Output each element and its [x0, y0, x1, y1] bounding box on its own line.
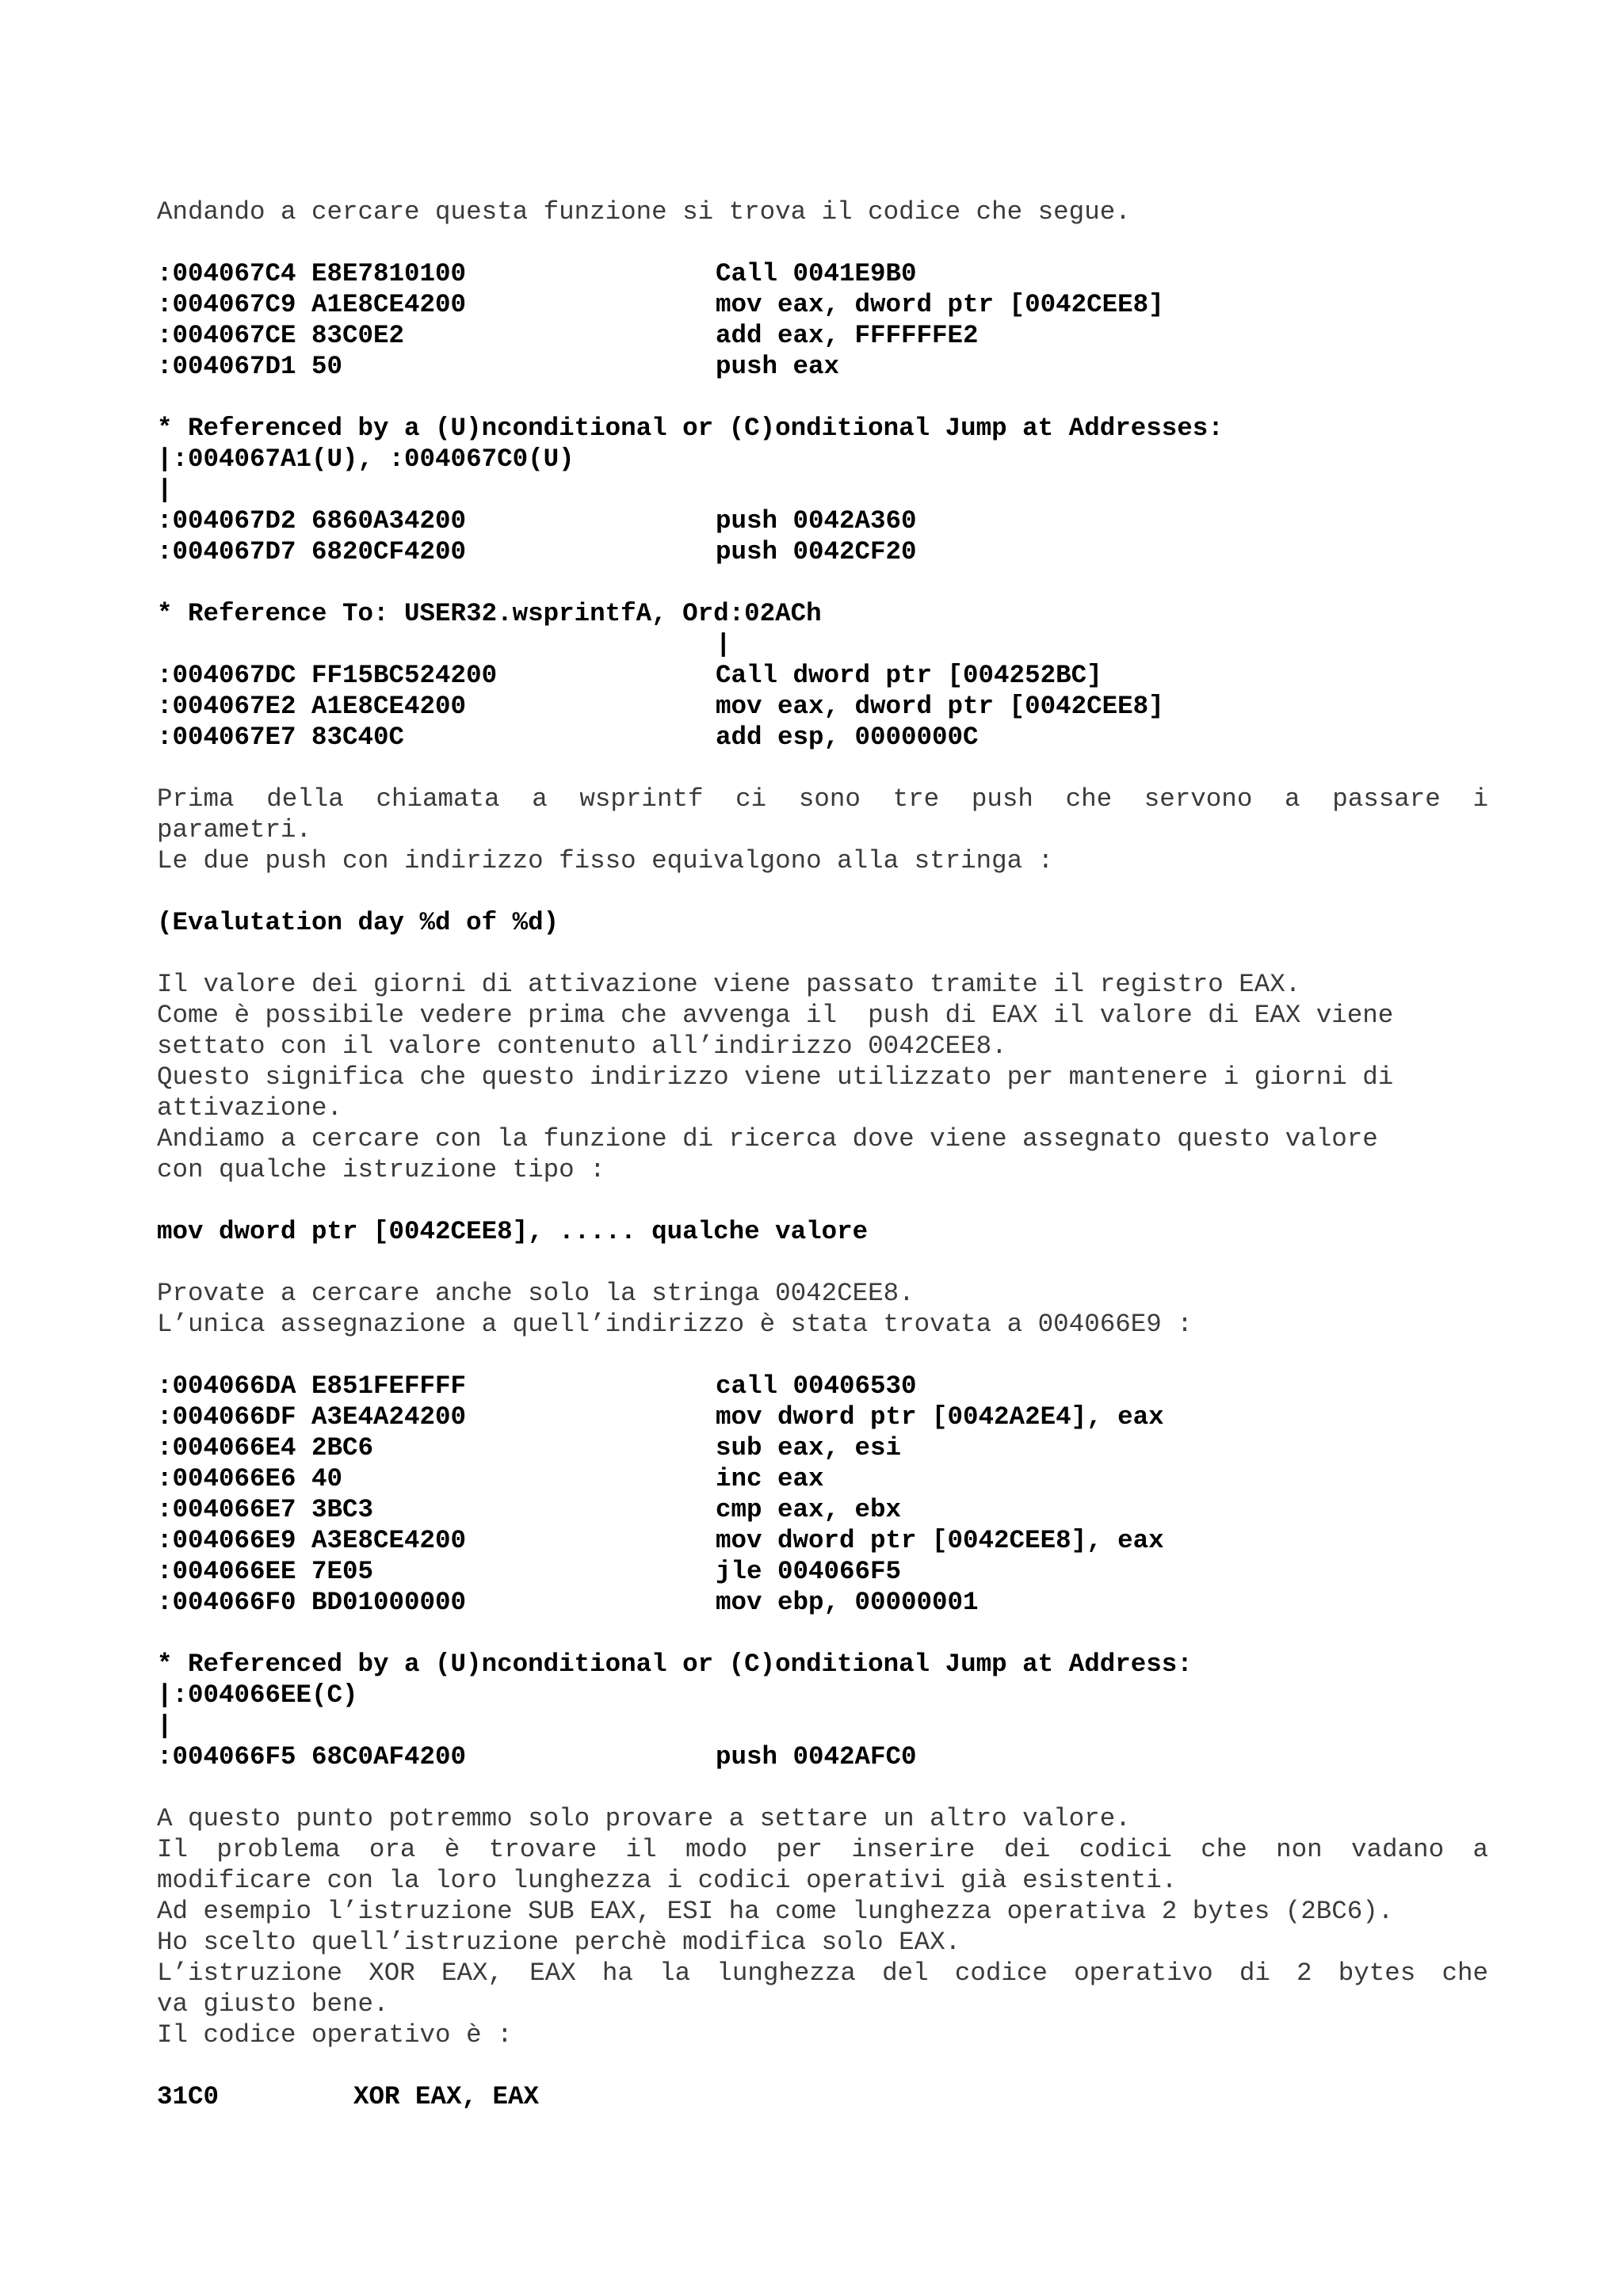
opcode-bytes: 31C0: [157, 2082, 220, 2111]
code-address: :004067CE 83C0E2: [157, 321, 405, 350]
reference-pipe-row: [157, 629, 1488, 660]
code-address: :004066E4 2BC6: [157, 1433, 374, 1463]
paragraph-line: con qualche istruzione tipo :: [157, 1155, 605, 1184]
spacer: [157, 567, 1488, 598]
code-address: :004067C9 A1E8CE4200: [157, 290, 467, 319]
code-line: [157, 660, 1488, 691]
code-line: [157, 505, 1488, 536]
code-line: [157, 1741, 1488, 1772]
code-address: :004067C4 E8E7810100: [157, 259, 467, 288]
code-instruction: Call dword ptr [004252BC]: [716, 661, 1102, 690]
code-address: :004067D7 6820CF4200: [157, 537, 467, 566]
code-line: [157, 1371, 1488, 1402]
code-line: [157, 536, 1488, 567]
code-address: :004066F5 68C0AF4200: [157, 1742, 467, 1772]
code-line: [157, 320, 1488, 351]
code-address: :004067D2 6860A34200: [157, 506, 467, 536]
code-line: [157, 351, 1488, 382]
code-instruction: call 00406530: [716, 1371, 917, 1401]
code-instruction: push 0042CF20: [716, 537, 917, 566]
code-instruction: inc eax: [716, 1464, 824, 1493]
paragraph-line: modificare con la loro lunghezza i codici operativi già esistenti.: [157, 1866, 1178, 1895]
code-line: [157, 1587, 1488, 1618]
code-instruction: mov eax, dword ptr [0042CEE8]: [716, 290, 1164, 319]
code-line: [157, 1494, 1488, 1525]
code-instruction: add eax, FFFFFFE2: [716, 321, 979, 350]
paragraph-line: va giusto bene.: [157, 1989, 389, 2019]
jump-reference-addresses: |:004067A1(U), :004067C0(U): [157, 444, 575, 474]
code-line: [157, 1556, 1488, 1587]
code-address: :004066E9 A3E8CE4200: [157, 1526, 467, 1555]
code-address: :004066F0 BD01000000: [157, 1588, 467, 1617]
code-line: [157, 258, 1488, 289]
paragraph-line: attivazione.: [157, 1093, 343, 1123]
spacer: [157, 1618, 1488, 1649]
code-line: [157, 289, 1488, 320]
code-instruction: add esp, 0000000C: [716, 723, 979, 752]
paragraph-line: Prima della chiamata a wsprintf ci sono tre push che servono a passare i: [157, 784, 1488, 814]
code-address: :004066DA E851FEFFFF: [157, 1371, 467, 1401]
code-address: :004066DF A3E4A24200: [157, 1402, 467, 1432]
opcode-mnemonic: XOR EAX, EAX: [353, 2082, 540, 2111]
paragraph-line: Il valore dei giorni di attivazione viene passato tramite il registro EAX.: [157, 970, 1301, 999]
jump-reference-title: * Referenced by a (U)nconditional or (C)onditional Jump at Addresses:: [157, 414, 1224, 443]
code-instruction: mov ebp, 00000001: [716, 1588, 979, 1617]
paragraph-line: Il problema ora è trovare il modo per inserire dei codici che non vadano a: [157, 1835, 1488, 1864]
code-address: :004066E6 40: [157, 1464, 343, 1493]
code-address: :004067E2 A1E8CE4200: [157, 692, 467, 721]
code-line: [157, 1432, 1488, 1463]
search-pattern: mov dword ptr [0042CEE8], ..... qualche valore: [157, 1217, 869, 1246]
spacer: [157, 382, 1488, 413]
code-instruction: sub eax, esi: [716, 1433, 902, 1463]
reference-pipe: |: [157, 475, 173, 505]
spacer: [157, 1185, 1488, 1216]
code-address: :004067E7 83C40C: [157, 723, 405, 752]
code-line: [157, 722, 1488, 753]
page-content: [157, 196, 1488, 2112]
api-reference-title: * Reference To: USER32.wsprintfA, Ord:02ACh: [157, 599, 822, 628]
reference-pipe: |: [157, 1711, 173, 1741]
paragraph-line: settato con il valore contenuto all’indirizzo 0042CEE8.: [157, 1032, 1007, 1061]
code-instruction: push 0042A360: [716, 506, 917, 536]
code-line: [157, 1463, 1488, 1494]
code-instruction: cmp eax, ebx: [716, 1495, 902, 1524]
paragraph-line: L’istruzione XOR EAX, EAX ha la lunghezza del codice operativo di 2 bytes che: [157, 1958, 1488, 1988]
code-line: [157, 1402, 1488, 1432]
paragraph-line: Ad esempio l’istruzione SUB EAX, ESI ha come lunghezza operativa 2 bytes (2BC6).: [157, 1897, 1394, 1926]
paragraph-line: Come è possibile vedere prima che avvenga il push di EAX il valore di EAX viene: [157, 1001, 1394, 1030]
paragraph-line: Provate a cercare anche solo la stringa 0042CEE8.: [157, 1279, 915, 1308]
spacer: [157, 2050, 1488, 2081]
paragraph-line: Ho scelto quell’istruzione perchè modifica solo EAX.: [157, 1928, 961, 1957]
code-instruction: jle 004066F5: [716, 1557, 902, 1586]
intro-text: Andando a cercare questa funzione si trova il codice che segue.: [157, 197, 1131, 227]
code-line: [157, 691, 1488, 722]
spacer: [157, 938, 1488, 969]
jump-reference-title: * Referenced by a (U)nconditional or (C)onditional Jump at Address:: [157, 1650, 1193, 1679]
code-line: [157, 1525, 1488, 1556]
code-instruction: mov dword ptr [0042A2E4], eax: [716, 1402, 1164, 1432]
jump-reference-addresses: |:004066EE(C): [157, 1680, 358, 1710]
paragraph-line: L’unica assegnazione a quell’indirizzo è stata trovata a 004066E9 :: [157, 1310, 1193, 1339]
paragraph-line: parametri.: [157, 815, 312, 845]
opcode-line: [157, 2081, 1488, 2112]
paragraph-line: Le due push con indirizzo fisso equivalgono alla stringa :: [157, 846, 1054, 875]
code-instruction: mov eax, dword ptr [0042CEE8]: [716, 692, 1164, 721]
paragraph-line: Il codice operativo è :: [157, 2020, 513, 2050]
spacer: [157, 876, 1488, 907]
code-instruction: push eax: [716, 352, 840, 381]
reference-pipe: |: [716, 630, 731, 659]
code-address: :004066E7 3BC3: [157, 1495, 374, 1524]
code-address: :004067D1 50: [157, 352, 343, 381]
code-instruction: push 0042AFC0: [716, 1742, 917, 1772]
spacer: [157, 753, 1488, 784]
format-string: (Evalutation day %d of %d): [157, 908, 559, 937]
spacer: [157, 227, 1488, 258]
code-address: :004067DC FF15BC524200: [157, 661, 498, 690]
paragraph-line: Questo significa che questo indirizzo viene utilizzato per mantenere i giorni di: [157, 1062, 1394, 1092]
spacer: [157, 1247, 1488, 1278]
spacer: [157, 1772, 1488, 1803]
code-address: :004066EE 7E05: [157, 1557, 374, 1586]
paragraph-line: Andiamo a cercare con la funzione di ricerca dove viene assegnato questo valore: [157, 1124, 1378, 1154]
code-instruction: Call 0041E9B0: [716, 259, 917, 288]
code-instruction: mov dword ptr [0042CEE8], eax: [716, 1526, 1164, 1555]
paragraph-line: A questo punto potremmo solo provare a settare un altro valore.: [157, 1804, 1131, 1833]
spacer: [157, 1340, 1488, 1371]
